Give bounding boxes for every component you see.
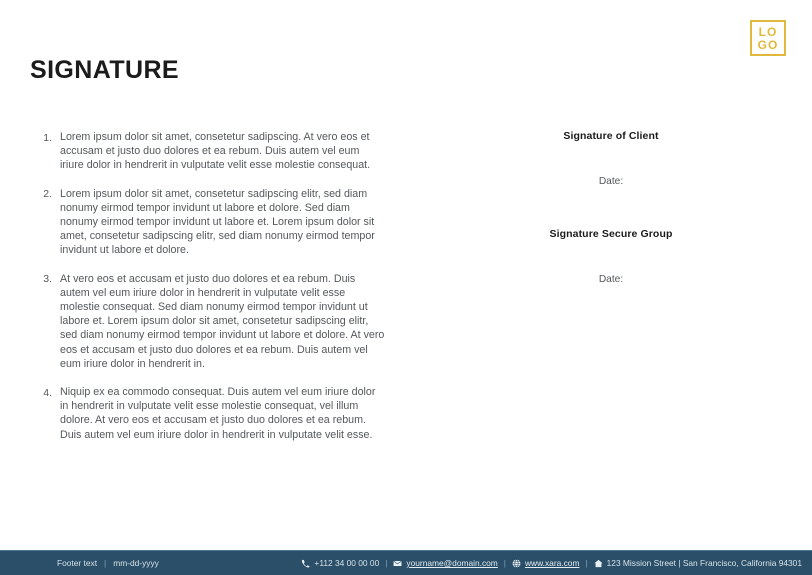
footer-phone: +112 34 00 00 00 [314, 558, 380, 568]
footer-contact-group [301, 558, 802, 568]
footer-separator: | [585, 558, 588, 568]
list-item-number: 4. [43, 386, 52, 399]
numbered-list [30, 130, 385, 456]
list-item-number: 3. [43, 273, 52, 286]
footer-address: 123 Mission Street | San Francisco, California 94301 [606, 558, 802, 568]
page-footer [0, 550, 812, 575]
list-item-text: At vero eos et accusam et justo duo dolores et ea rebum. Duis autem vel eum iriure dolor in hendrerit in vulputate velit esse molestie consequat. Sed diam nonumy eirmod tempor invidunt ut labore et. Lorem ipsum dolor sit amet, consetetur sadipscing elitr, sed diam nonumy eirmod tempor invidunt ut labore et dolore. At vero eos et accusam et justo duo dolores et ea rebum. Duis autem vel eum iriure dolor in hendrerit in. [60, 272, 385, 370]
list-item-number: 2. [43, 188, 52, 201]
globe-icon [512, 559, 521, 568]
footer-website-link[interactable]: www.xara.com [524, 558, 580, 568]
list-item-text: Niquip ex ea commodo consequat. Duis autem vel eum iriure dolor in hendrerit in vulputate velit esse molestie consequat, vel illum dolore. At vero eos et accusam et justo duo dolores et ea rebum. Duis autem vel eum iriure dolor in hendrerit in vulputate velit esse. [60, 386, 376, 441]
signature-company-date-label: Date: [598, 274, 624, 285]
home-icon [594, 559, 603, 568]
spacer [480, 187, 742, 228]
logo-line-1: LO [758, 24, 778, 39]
signature-column [480, 130, 742, 285]
logo-line-2: GO [757, 37, 779, 52]
signature-client-label: Signature of Client [563, 130, 659, 142]
list-item [30, 130, 385, 173]
list-item-number: 1. [43, 131, 52, 144]
signature-company-label: Signature Secure Group [549, 228, 673, 240]
list-item [30, 385, 385, 442]
footer-left-group [57, 558, 159, 568]
phone-icon [301, 559, 310, 568]
page-title: SIGNATURE [30, 56, 179, 84]
footer-separator: | [503, 558, 506, 568]
spacer [480, 142, 742, 176]
footer-separator: | [385, 558, 388, 568]
list-item-text: Lorem ipsum dolor sit amet, consetetur sadipscing elitr, sed diam nonumy eirmod tempor invidunt ut labore et dolore. Sed diam nonumy eirmod tempor invidunt ut labore et. Lorem ipsum dolor sit amet, consetetur sadipscing elitr, sed diam nonumy eirmod tempor invidunt ut labore et dolore. [60, 187, 375, 257]
footer-separator: | [104, 558, 107, 568]
list-item [30, 187, 385, 258]
spacer [480, 240, 742, 274]
logo [750, 20, 786, 56]
list-item [30, 272, 385, 371]
footer-text: Footer text [57, 558, 98, 568]
signature-client-date-label: Date: [598, 176, 624, 187]
envelope-icon [393, 559, 402, 568]
footer-date: mm-dd-yyyy [113, 558, 159, 568]
list-item-text: Lorem ipsum dolor sit amet, consetetur sadipscing. At vero eos et accusam et justo duo dolores et ea rebum. Duis autem vel eum iriure dolor in hendrerit in vulputate velit esse molestie consequat. [60, 131, 371, 172]
footer-email-link[interactable]: yourname@domain.com [406, 558, 498, 568]
